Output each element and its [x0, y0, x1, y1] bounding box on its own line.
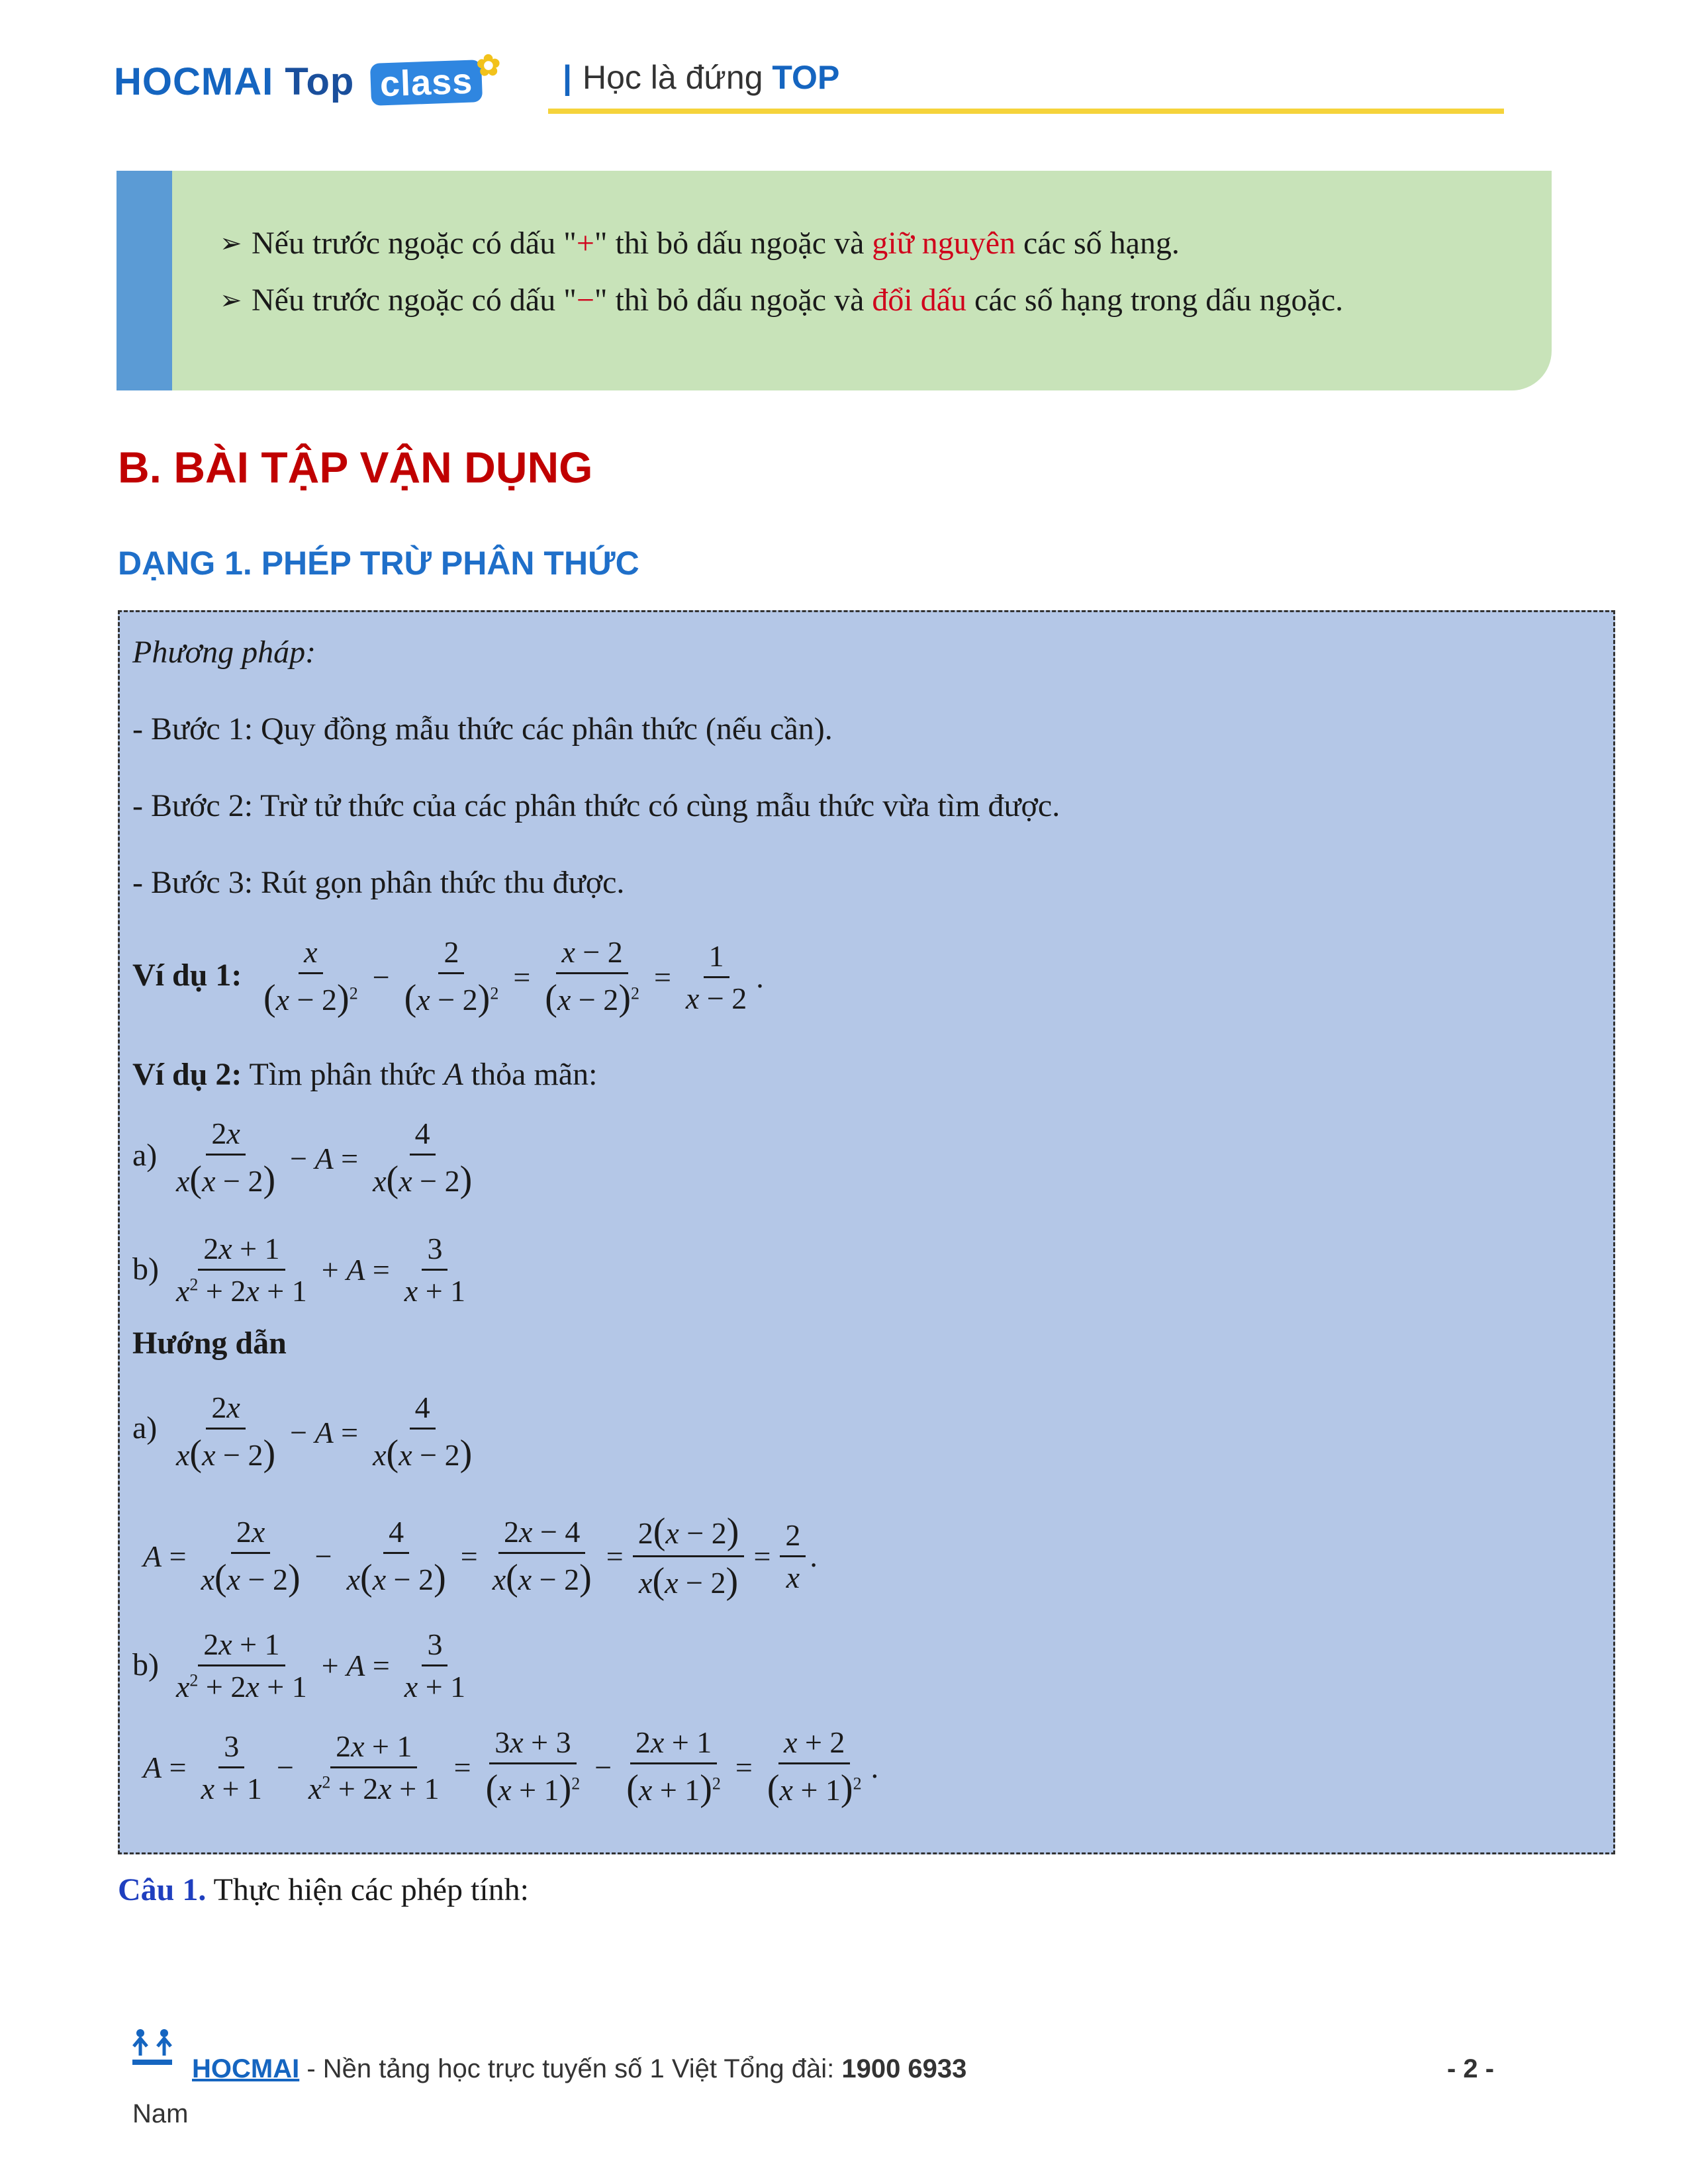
- footer-hotline: 1900 6933: [841, 2054, 967, 2083]
- method-step: - Bước 3: Rút gọn phân thức thu được.: [132, 865, 625, 900]
- brand-logo: [114, 49, 502, 105]
- slogan: [563, 58, 839, 97]
- brand-name: HOCMAI: [114, 60, 274, 103]
- guide-b-formula: 2x + 1 $x^2 + 2x + 1$ + A = $\frac{3}{x + 1}$: [176, 1627, 466, 1704]
- example-2-heading: Ví dụ 2: Tìm phân thức A thỏa mãn:: [132, 1057, 598, 1092]
- guide-a-solution: A = $\frac{2x}{x(x - 2)}$ − $\frac{4}{x(x - 2)}$ = $\frac{2x - 4}{x(x - 2)}$ = $\frac{2(x - 2)}{x(x - 2)}$ = $\frac{2}{x}$ .: [143, 1511, 818, 1602]
- question: [118, 1872, 529, 1908]
- rule-text: " thì bỏ dấu ngoặc và: [594, 283, 872, 318]
- dang-title: DẠNG 1. PHÉP TRỪ PHÂN THỨC: [118, 545, 639, 582]
- part-a-formula: 2x x(x − 2) − A = $\frac{4}{x(x - 2)}$: [176, 1116, 473, 1200]
- brand-class-badge: [370, 49, 502, 106]
- arrow-bullet-icon: ➢: [220, 228, 242, 258]
- footer-text: [192, 2054, 966, 2084]
- slogan-divider: |: [563, 59, 572, 96]
- question-text: Thực hiện các phép tính:: [213, 1872, 530, 1907]
- part-b-label: b): [132, 1647, 159, 1682]
- page-number: - 2 -: [1447, 2054, 1495, 2083]
- guide-label: Hướng dẫn: [132, 1326, 287, 1361]
- section-title: B. BÀI TẬP VẬN DỤNG: [118, 443, 593, 492]
- part-a-label: a): [132, 1138, 158, 1173]
- rule-text: Nếu trước ngoặc có dấu ": [252, 283, 577, 318]
- brand-top: Top: [285, 60, 355, 103]
- slogan-strong: TOP: [772, 59, 840, 96]
- footer-tail: Nam: [132, 2099, 189, 2128]
- slogan-text: Học là đứng: [583, 59, 763, 96]
- rule-item: [220, 225, 1180, 261]
- question-label: Câu 1.: [118, 1872, 207, 1907]
- part-a-label: a): [132, 1410, 158, 1445]
- header-divider: [548, 109, 1504, 114]
- rule-text: các số hạng trong dấu ngoặc.: [966, 283, 1344, 318]
- method-label: Phương pháp:: [132, 635, 316, 670]
- hocmai-footer-icon: [131, 2026, 173, 2066]
- rule-sign: +: [576, 226, 594, 261]
- footer-tagline: - Nền tảng học trực tuyến số 1 Việt Tổng đài:: [299, 2054, 842, 2083]
- example-1-formula: x $(x - 2)^2$ − $\frac{2}{(x - 2)^2}$ = $\frac{x - 2}{(x - 2)^2}$ = $\frac{1}{x - 2}$ .: [263, 935, 764, 1019]
- rule-text: Nếu trước ngoặc có dấu ": [252, 226, 577, 261]
- rule-sign: −: [576, 283, 594, 318]
- part-b-formula: 2x + 1 $x^2 + 2x + 1$ + A = $\frac{3}{x + 1}$: [176, 1232, 466, 1308]
- part-b-label: b): [132, 1251, 159, 1287]
- star-icon: ✿: [476, 49, 502, 83]
- rule-box: [117, 171, 1552, 390]
- footer-brand-link[interactable]: HOCMAI: [192, 2054, 300, 2083]
- rule-text: các số hạng.: [1015, 226, 1180, 261]
- brand-class-text: class: [379, 61, 474, 105]
- guide-b-solution: A = $\frac{3}{x + 1}$ − $\frac{2x + 1}{x^2 + 2x + 1}$ = $\frac{3x + 3}{(x + 1)^2}$ − $\frac{2x + 1}{(x + 1)^2}$ = $\frac{x + 2}{(x + 1)^2}$ .: [143, 1725, 879, 1809]
- rule-emphasis: giữ nguyên: [872, 226, 1016, 261]
- rule-text: " thì bỏ dấu ngoặc và: [594, 226, 872, 261]
- method-step: - Bước 1: Quy đồng mẫu thức các phân thức (nếu cần).: [132, 711, 833, 747]
- method-step: - Bước 2: Trừ tử thức của các phân thức có cùng mẫu thức vừa tìm được.: [132, 788, 1060, 823]
- rule-item: [220, 282, 1344, 318]
- arrow-bullet-icon: ➢: [220, 285, 242, 315]
- example-1-label: Ví dụ 1:: [132, 958, 242, 993]
- guide-a-formula: 2x x(x − 2) − A = $\frac{4}{x(x - 2)}$: [176, 1390, 473, 1474]
- rule-box-accent: [117, 171, 172, 390]
- rule-emphasis: đổi dấu: [872, 283, 967, 318]
